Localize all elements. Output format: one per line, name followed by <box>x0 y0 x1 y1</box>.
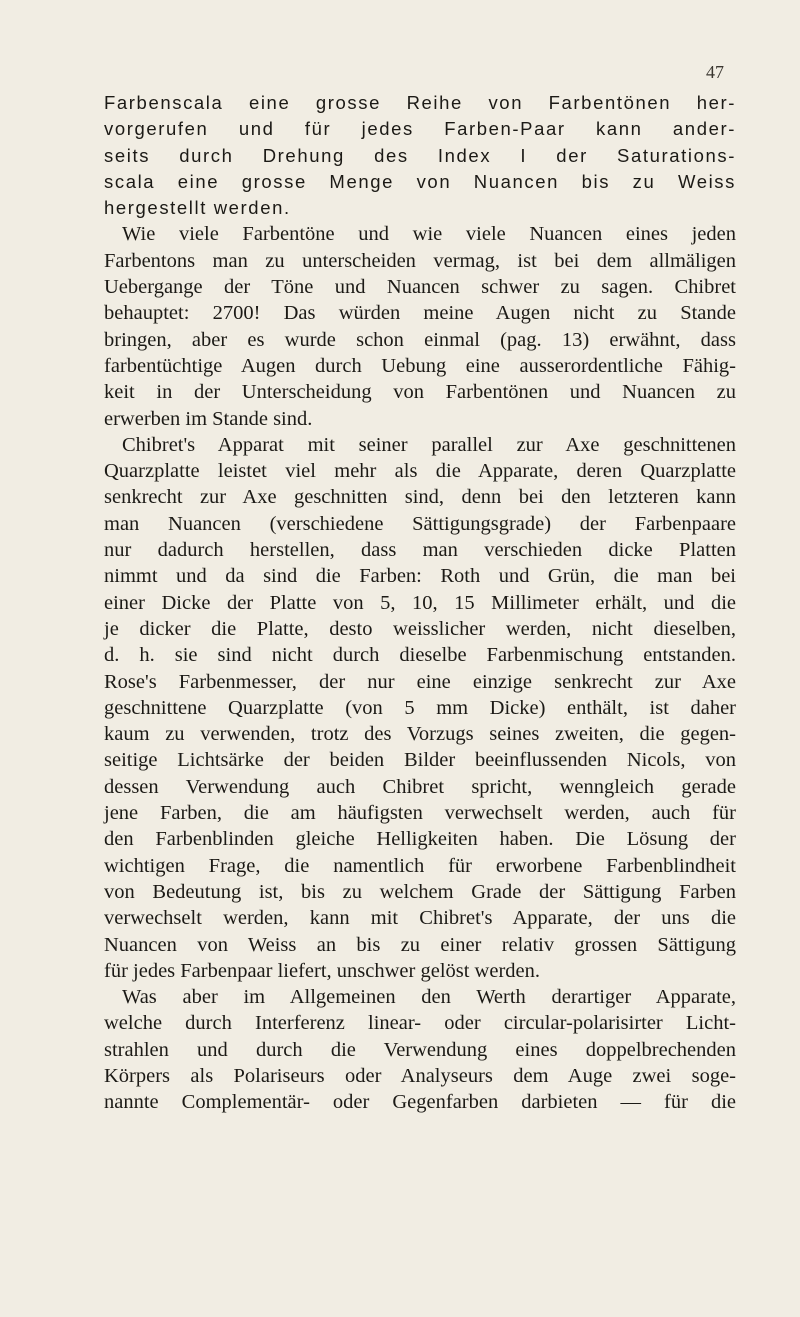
text-line: Chibret's Apparat mit seiner parallel zur Axe geschnittenen <box>122 433 736 456</box>
text-line: Körpers als Polariseurs oder Analyseurs dem Auge zwei soge- <box>104 1064 736 1087</box>
text-line: dessen Verwendung auch Chibret spricht, wenngleich gerade <box>104 775 736 798</box>
text-line: man Nuancen (verschiedene Sättigungsgrade) der Farbenpaare <box>104 512 736 535</box>
text-line: den Farbenblinden gleiche Helligkeiten haben. Die Lösung der <box>104 828 736 851</box>
text-line: seits durch Drehung des Index I der Saturations- <box>104 144 736 166</box>
text-line: erwerben im Stande sind. <box>104 407 313 430</box>
text-line: behauptet: 2700! Das würden meine Augen nicht zu Stande <box>104 302 736 325</box>
text-line: Wie viele Farbentöne und wie viele Nuancen eines jeden <box>122 223 736 246</box>
page-number: 47 <box>706 62 724 82</box>
text-line: d. h. sie sind nicht durch dieselbe Farbenmischung entstanden. <box>104 644 736 667</box>
text-line: für jedes Farbenpaar liefert, unschwer gelöst werden. <box>104 959 541 982</box>
text-line: Nuancen von Weiss an bis zu einer relativ grossen Sättigung <box>104 933 736 956</box>
text-line: keit in der Unterscheidung von Farbentönen und Nuancen zu <box>104 381 736 404</box>
text-line: scala eine grosse Menge von Nuancen bis zu Weiss <box>104 170 736 192</box>
text-line: Rose's Farbenmesser, der nur eine einzige senkrecht zur Axe <box>104 670 736 693</box>
text-line: seitige Lichtsärke der beiden Bilder beeinflussenden Nicols, von <box>104 749 736 772</box>
text-line: von Bedeutung ist, bis zu welchem Grade der Sättigung Farben <box>104 880 736 903</box>
text-line: nur dadurch herstellen, dass man verschieden dicke Platten <box>104 539 736 562</box>
text-line: welche durch Interferenz linear- oder circular-polarisirter Licht- <box>104 1012 736 1035</box>
text-line: hergestellt werden. <box>104 197 291 219</box>
text-line: Quarzplatte leistet viel mehr als die Apparate, deren Quarzplatte <box>104 460 736 483</box>
text-line: Uebergange der Töne und Nuancen schwer zu sagen. Chibret <box>104 276 736 299</box>
text-line: wichtigen Frage, die namentlich für erworbene Farbenblindheit <box>104 854 736 877</box>
body-text <box>104 90 736 1116</box>
text-line: Farbenscala eine grosse Reihe von Farbentönen her- <box>104 92 736 113</box>
text-line: nimmt und da sind die Farben: Roth und Grün, die man bei <box>104 565 736 588</box>
text-line: einer Dicke der Platte von 5, 10, 15 Millimeter erhält, und die <box>104 591 736 614</box>
paragraph-4 <box>104 984 736 1115</box>
text-line: jene Farben, die am häufigsten verwechselt werden, auch für <box>104 802 736 825</box>
text-line: bringen, aber es wurde schon einmal (pag. 13) erwähnt, dass <box>104 328 736 351</box>
text-line: farbentüchtige Augen durch Uebung eine ausserordentliche Fähig- <box>104 354 736 377</box>
paragraph-2 <box>104 221 736 431</box>
text-line: nannte Complementär- oder Gegenfarben darbieten — für die <box>104 1091 736 1114</box>
text-line: Was aber im Allgemeinen den Werth derartiger Apparate, <box>122 986 736 1009</box>
text-line: kaum zu verwenden, trotz des Vorzugs seines zweiten, die gegen- <box>104 723 736 746</box>
text-line: je dicker die Platte, desto weisslicher werden, nicht dieselben, <box>104 617 736 640</box>
text-line: strahlen und durch die Verwendung eines doppelbrechenden <box>104 1038 736 1061</box>
text-line: verwechselt werden, kann mit Chibret's Apparate, der uns die <box>104 907 736 930</box>
text-line: vorgerufen und für jedes Farben-Paar kann ander- <box>104 118 736 140</box>
paragraph-3 <box>104 432 736 984</box>
text-line: senkrecht zur Axe geschnitten sind, denn bei den letzteren kann <box>104 486 736 509</box>
paragraph-1 <box>104 90 736 221</box>
text-line: Farbentons man zu unterscheiden vermag, ist bei dem allmäligen <box>104 249 736 272</box>
text-line: geschnittene Quarzplatte (von 5 mm Dicke) enthält, ist daher <box>104 696 736 719</box>
